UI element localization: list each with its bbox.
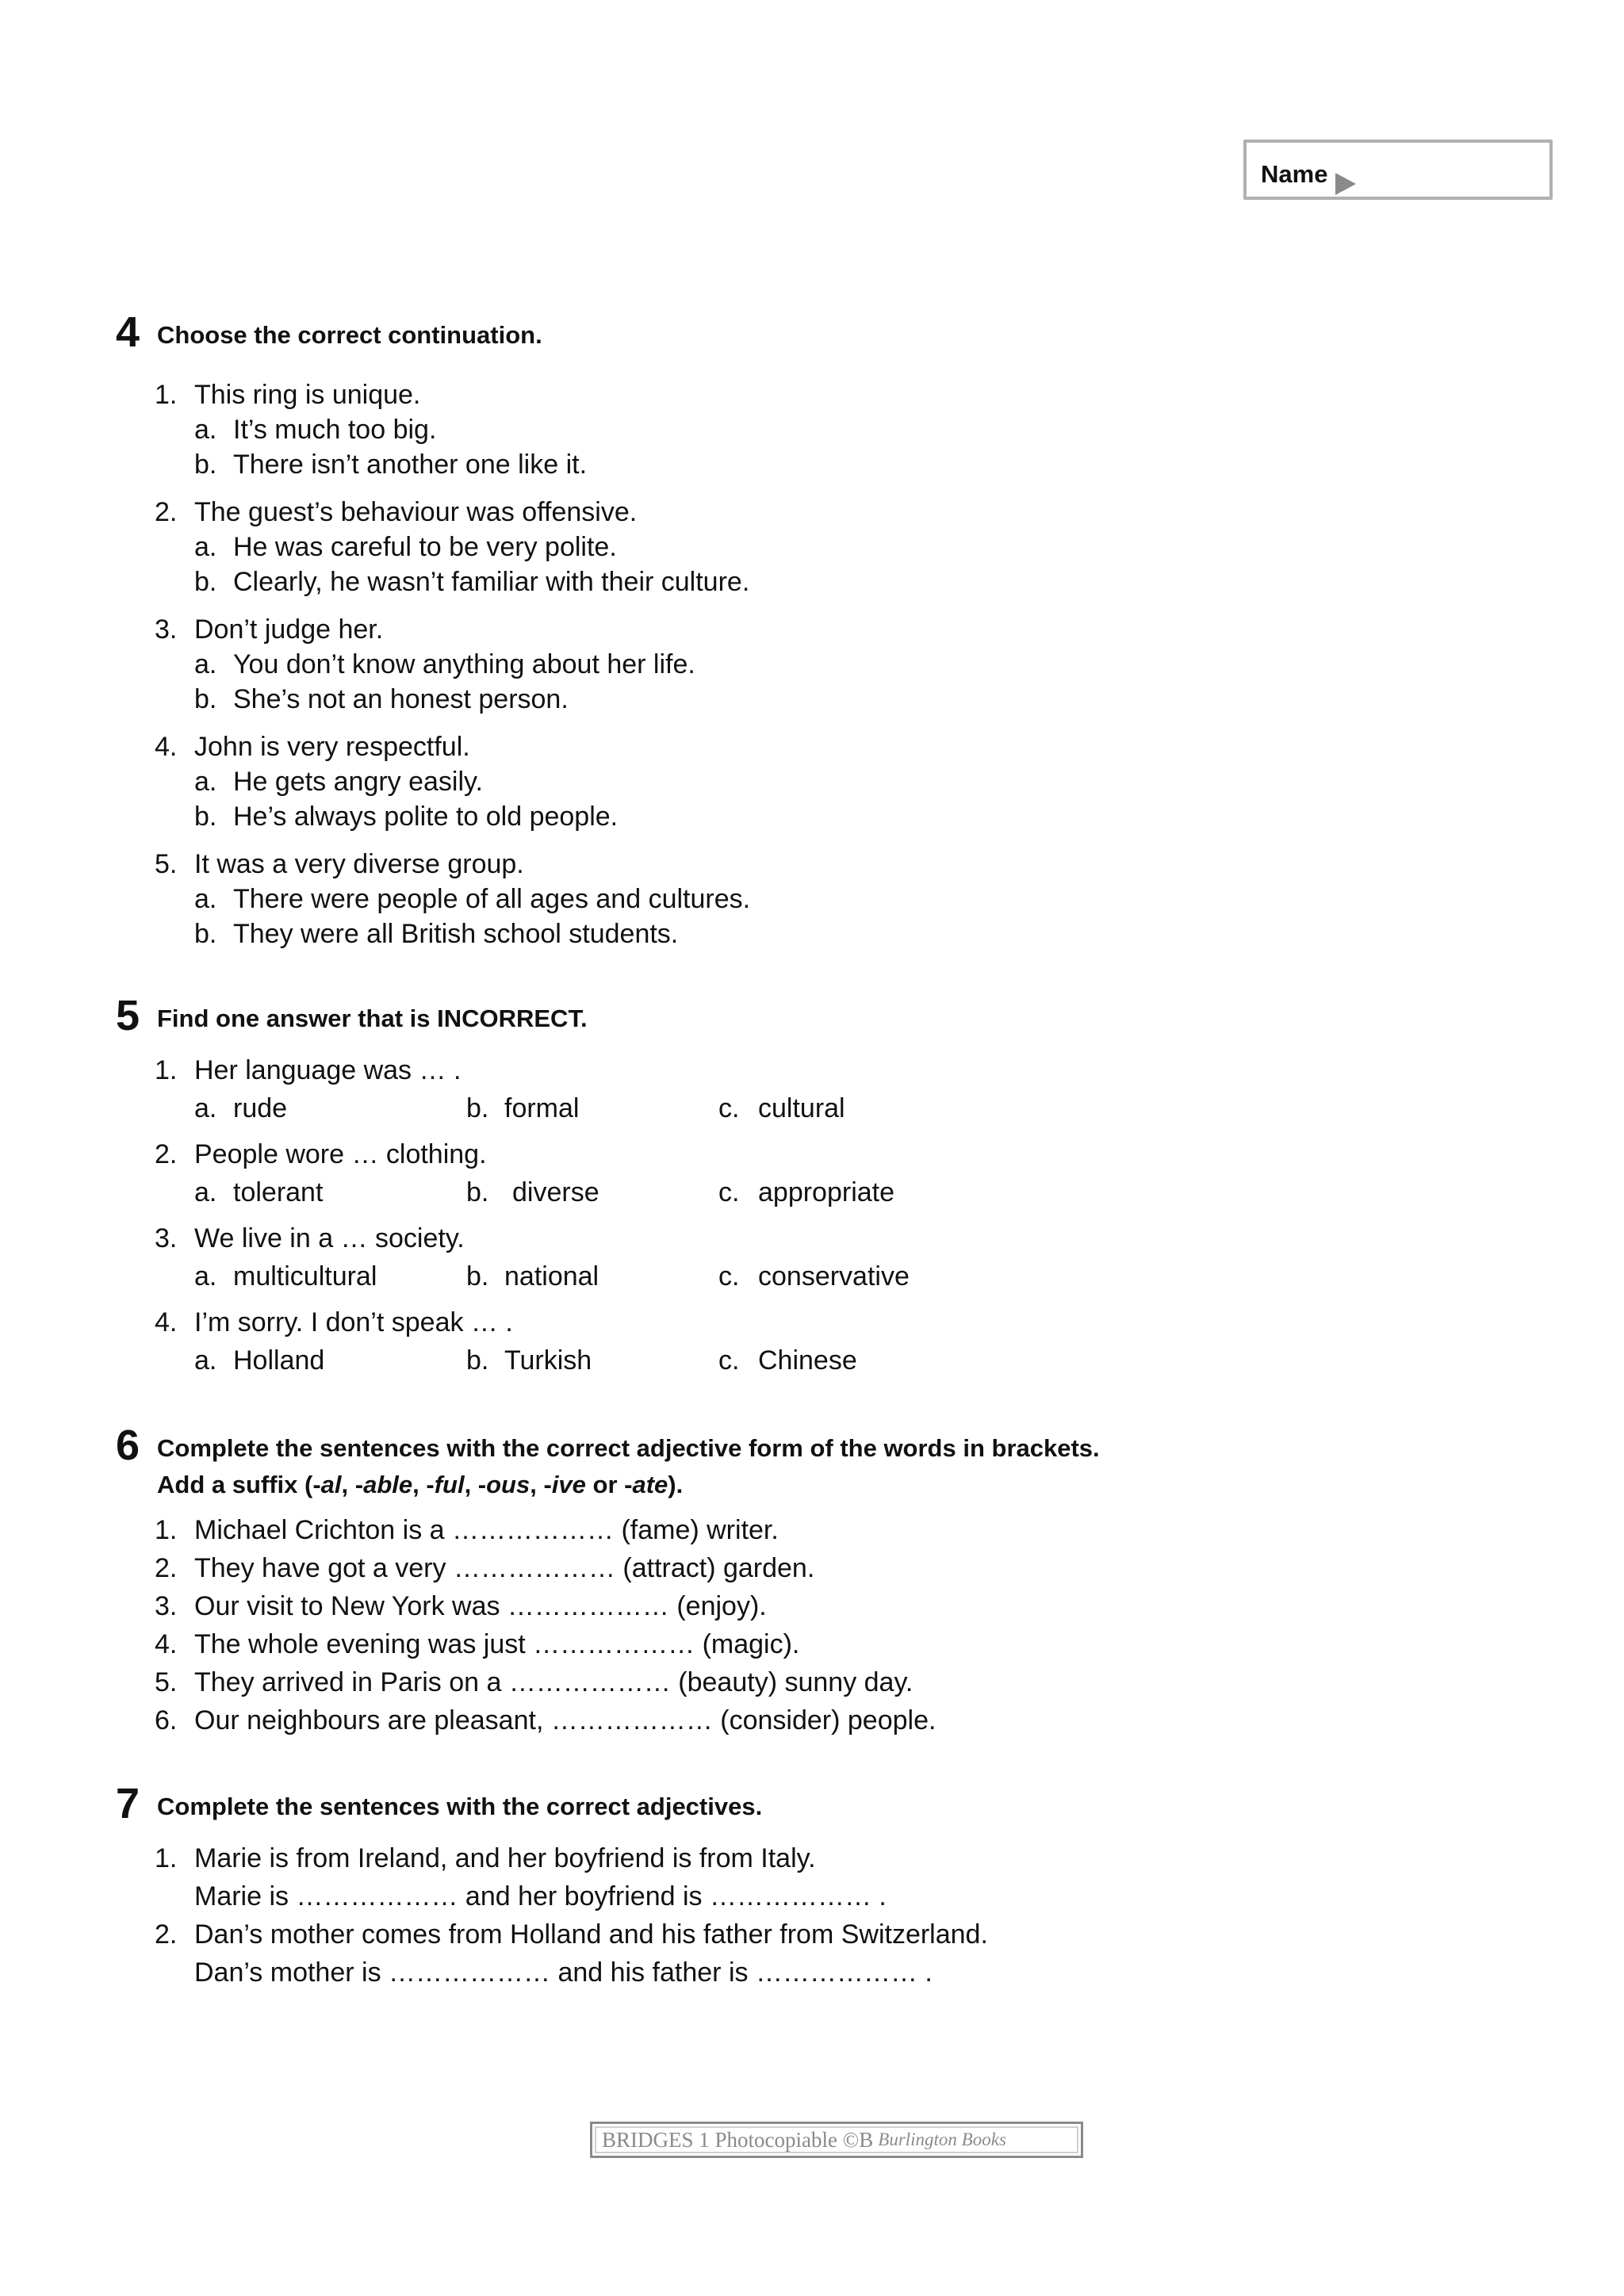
option-text: They were all British school students. [233, 919, 679, 949]
answer-line [0, 1879, 1624, 1914]
answer-options-row [0, 1175, 1624, 1210]
option-letter: a. [194, 1093, 217, 1123]
option-letter: c. [718, 1177, 740, 1207]
sentence-item [0, 1627, 1624, 1662]
sentence-item [0, 1513, 1624, 1548]
answer-option [0, 764, 1624, 799]
option-text: Holland [233, 1345, 325, 1376]
item-text: They have got a very ……………… (attract) garden. [194, 1553, 815, 1583]
option-letter: b. [194, 684, 217, 714]
sentence-item [0, 1703, 1624, 1738]
option-letter: a. [194, 767, 217, 797]
option-text: formal [504, 1093, 580, 1123]
option-letter: b. [194, 567, 217, 597]
answer-option [0, 799, 1624, 834]
sentence-item [0, 1551, 1624, 1586]
copyright-footer [590, 2122, 1083, 2158]
item-text: Our visit to New York was ……………… (enjoy). [194, 1591, 767, 1621]
option-text: She’s not an honest person. [233, 684, 569, 714]
exercise-title-line-1: Complete the sentences with the correct adjective form of the words in brackets. [157, 1434, 1100, 1462]
option-text: Clearly, he wasn’t familiar with their culture. [233, 567, 750, 597]
name-field-box[interactable] [1243, 140, 1553, 200]
item-number: 4. [155, 732, 178, 762]
item-number: 4. [155, 1307, 178, 1337]
item-number: 6. [155, 1705, 178, 1735]
option-letter: c. [718, 1261, 740, 1292]
option-letter: a. [194, 884, 217, 914]
option-text: appropriate [758, 1177, 895, 1207]
option-text: cultural [758, 1093, 845, 1123]
option-text: It’s much too big. [233, 415, 437, 445]
answer-option [0, 647, 1624, 682]
answer-option [0, 564, 1624, 599]
answer-option [0, 916, 1624, 951]
option-text: He’s always polite to old people. [233, 802, 619, 832]
item-text: They arrived in Paris on a ……………… (beauty) sunny day. [194, 1667, 914, 1697]
option-letter: c. [718, 1093, 740, 1123]
option-letter: a. [194, 415, 217, 445]
answer-line [0, 1955, 1624, 1990]
item-number: 2. [155, 1553, 178, 1583]
option-text: national [504, 1261, 599, 1292]
option-letter: b. [466, 1345, 489, 1376]
item-text: Marie is from Ireland, and her boyfriend is from Italy. [194, 1843, 816, 1873]
exercise-title-line-2: Add a suffix (-al, -able, -ful, -ous, -ive or -ate). [157, 1471, 684, 1498]
item-text: We live in a … society. [194, 1223, 465, 1253]
item-number: 1. [155, 380, 178, 410]
question-item [0, 377, 1624, 412]
item-text-answer: Marie is ……………… and her boyfriend is ……………… . [194, 1881, 887, 1911]
item-text: Dan’s mother comes from Holland and his father from Switzerland. [194, 1919, 988, 1950]
question-item [0, 1053, 1624, 1088]
option-text: rude [233, 1093, 288, 1123]
answer-options-row [0, 1343, 1624, 1378]
option-letter: b. [466, 1261, 489, 1292]
question-item [0, 1137, 1624, 1172]
item-number: 3. [155, 1591, 178, 1621]
item-number: 3. [155, 614, 178, 645]
question-item [0, 1221, 1624, 1256]
option-letter: a. [194, 1345, 217, 1376]
option-text: Chinese [758, 1345, 857, 1376]
option-letter: b. [194, 802, 217, 832]
exercise-title: Find one answer that is INCORRECT. [157, 1004, 588, 1032]
answer-options-row [0, 1259, 1624, 1294]
name-label: Name [1261, 160, 1328, 188]
item-number: 2. [155, 1139, 178, 1169]
item-text: John is very respectful. [194, 732, 470, 762]
item-text: It was a very diverse group. [194, 849, 524, 879]
exercise-number: 6 [116, 1422, 140, 1469]
item-text: The guest’s behaviour was offensive. [194, 497, 638, 527]
option-letter: a. [194, 1261, 217, 1292]
item-text: Don’t judge her. [194, 614, 384, 645]
option-text: There isn’t another one like it. [233, 450, 588, 480]
item-number: 5. [155, 1667, 178, 1697]
option-text: conservative [758, 1261, 910, 1292]
item-number: 5. [155, 849, 178, 879]
question-item [0, 729, 1624, 764]
option-text: diverse [512, 1177, 599, 1207]
question-item [0, 1305, 1624, 1340]
item-number: 1. [155, 1843, 178, 1873]
sentence-item [0, 1841, 1624, 1876]
option-letter: a. [194, 532, 217, 562]
item-text: I’m sorry. I don’t speak … . [194, 1307, 513, 1337]
item-text: People wore … clothing. [194, 1139, 487, 1169]
footer-publisher: Burlington Books [878, 2130, 1006, 2149]
option-text: There were people of all ages and cultures. [233, 884, 751, 914]
item-text: Her language was … . [194, 1055, 462, 1085]
exercise-number: 4 [116, 308, 140, 356]
option-text: He gets angry easily. [233, 767, 483, 797]
arrow-right-icon [1335, 173, 1356, 195]
option-text: You don’t know anything about her life. [233, 649, 695, 679]
item-text: This ring is unique. [194, 380, 421, 410]
item-text: The whole evening was just ……………… (magic). [194, 1629, 800, 1659]
option-letter: b. [194, 919, 217, 949]
option-text: Turkish [504, 1345, 592, 1376]
option-letter: a. [194, 1177, 217, 1207]
answer-option [0, 682, 1624, 717]
option-letter: b. [466, 1093, 489, 1123]
question-item [0, 847, 1624, 882]
option-letter: b. [466, 1177, 489, 1207]
item-number: 1. [155, 1055, 178, 1085]
answer-option [0, 882, 1624, 916]
sentence-item [0, 1917, 1624, 1952]
answer-option [0, 447, 1624, 482]
exercise-number: 7 [116, 1780, 140, 1827]
option-letter: c. [718, 1345, 740, 1376]
item-number: 2. [155, 497, 178, 527]
sentence-item [0, 1665, 1624, 1700]
item-number: 3. [155, 1223, 178, 1253]
answer-option [0, 412, 1624, 447]
item-text-answer: Dan’s mother is ……………… and his father is ……………… . [194, 1957, 933, 1988]
item-text: Michael Crichton is a ……………… (fame) writer. [194, 1515, 779, 1545]
option-text: He was careful to be very polite. [233, 532, 617, 562]
option-letter: b. [194, 450, 217, 480]
answer-option [0, 530, 1624, 564]
item-text: Our neighbours are pleasant, ……………… (consider) people. [194, 1705, 936, 1735]
answer-options-row [0, 1091, 1624, 1126]
option-text: tolerant [233, 1177, 324, 1207]
exercise-number: 5 [116, 992, 140, 1039]
question-item [0, 495, 1624, 530]
item-number: 1. [155, 1515, 178, 1545]
footer-text: BRIDGES 1 Photocopiable ©B [602, 2127, 874, 2152]
sentence-item [0, 1589, 1624, 1624]
option-letter: a. [194, 649, 217, 679]
exercise-title: Choose the correct continuation. [157, 321, 542, 349]
exercise-title: Complete the sentences with the correct adjectives. [157, 1793, 763, 1820]
item-number: 4. [155, 1629, 178, 1659]
question-item [0, 612, 1624, 647]
item-number: 2. [155, 1919, 178, 1950]
option-text: multicultural [233, 1261, 377, 1292]
